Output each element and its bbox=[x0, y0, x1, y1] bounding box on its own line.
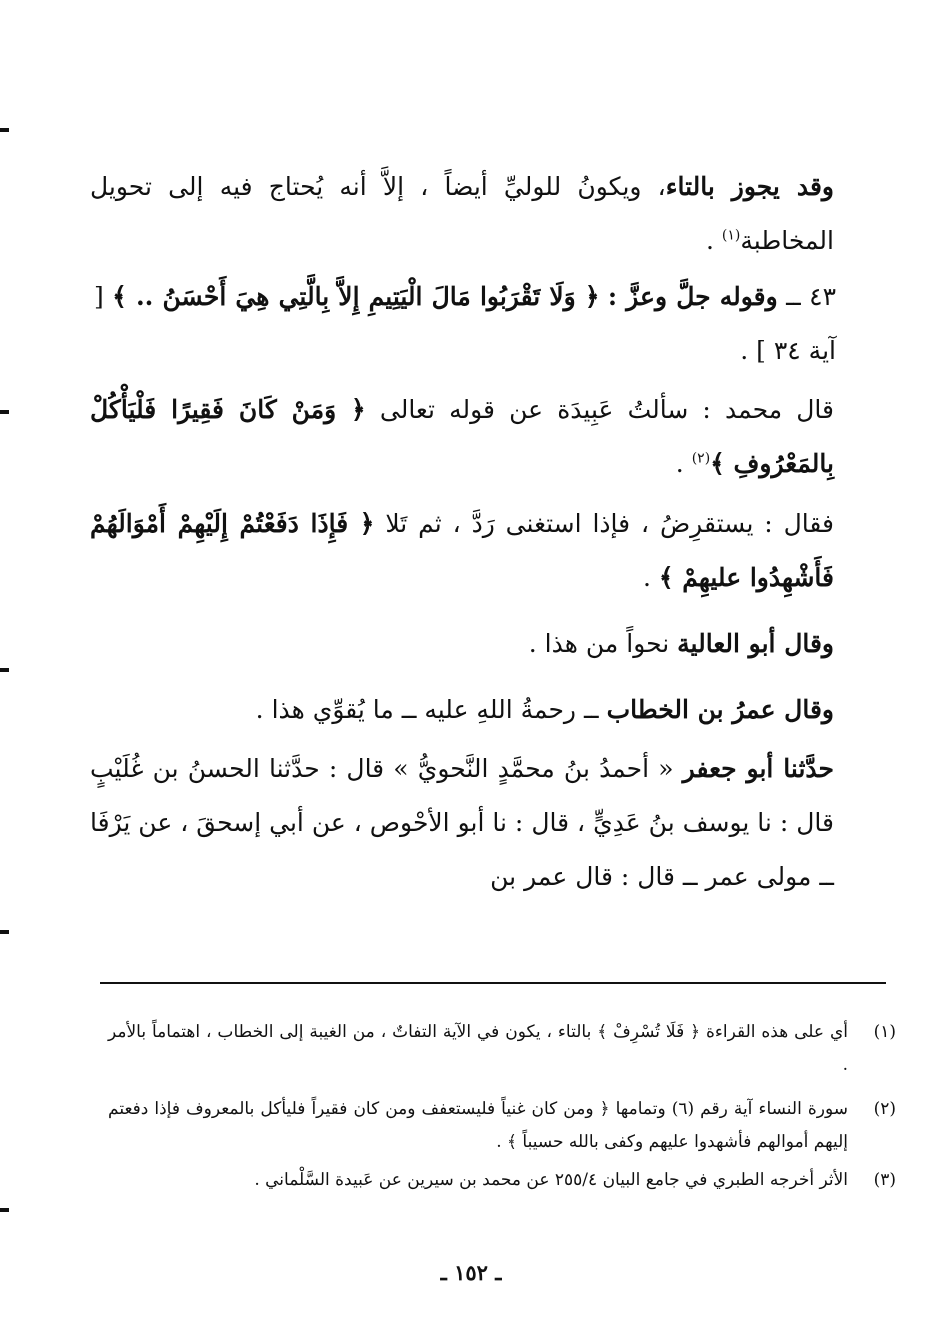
quran-quote: ﴿ وَمَنْ كَانَ فَقِيرًا فَلْيَأْكُلْ بِالمَعْرُوفِ ﴾ bbox=[90, 395, 834, 478]
paragraph-2 bbox=[94, 270, 836, 378]
paragraph-text: فقال : يستقرِضُ ، فإذا استغنى رَدَّ ، ثم تَلا bbox=[385, 509, 835, 538]
bold-phrase: وقال عمرُ بن الخطاب bbox=[606, 695, 834, 724]
footnote bbox=[108, 1093, 896, 1159]
margin-mark bbox=[0, 128, 9, 132]
margin-mark bbox=[0, 1208, 9, 1212]
page-number: ـ ١٥٢ ـ bbox=[440, 1260, 502, 1285]
paragraph-text: ، ويكونُ للوليِّ أيضاً ، إلاَّ أنه يُحتاج فيه إلى تحويل المخاطبة bbox=[90, 172, 834, 255]
bold-phrase: وقال أبو العالية bbox=[677, 629, 834, 658]
footnote-ref: (٢) bbox=[691, 450, 711, 467]
footnote-number: (٢) bbox=[873, 1099, 896, 1119]
footnote-number: (١) bbox=[873, 1022, 896, 1042]
footnote bbox=[108, 1164, 896, 1197]
entry-number: ٤٣ ــ bbox=[786, 282, 836, 311]
paragraph-7 bbox=[90, 742, 834, 904]
margin-mark bbox=[0, 410, 9, 414]
footnote-ref: (١) bbox=[721, 227, 741, 244]
footnote bbox=[108, 1016, 896, 1082]
paragraph-end: . bbox=[706, 226, 722, 255]
bold-phrase: وقد يجوز بالتاء bbox=[665, 172, 834, 201]
footnote-separator bbox=[100, 982, 886, 984]
quran-quote: ﴿ فَإِذَا دَفَعْتُمْ إِلَيْهِمْ أَمْوَالَهُمْ فَأَشْهِدُوا عليهِمْ ﴾ bbox=[90, 509, 834, 592]
bold-phrase: وقوله جلَّ وعزَّ : bbox=[607, 282, 778, 311]
quran-quote: ﴿ وَلَا تَقْرَبُوا مَالَ الْيَتِيمِ إِلاَّ بِالَّتِي هِيَ أَحْسَنُ .. ﴾ bbox=[112, 282, 600, 311]
paragraph-4 bbox=[90, 497, 834, 605]
paragraph-3 bbox=[90, 383, 834, 491]
paragraph-text: نحواً من هذا . bbox=[528, 629, 678, 658]
isnad-text: « أحمدُ بنُ محمَّدٍ النَّحويُّ » قال : حدَّثنا الحسنُ بن غُلَيْبٍ قال : نا يوسف بنُ عَدِيٍّ ، قال : نا أبو الأحْوص ، عن أبي إسحقَ ، عن يَرْفَا ــ مولى عمر ــ قال : قال عمر بن bbox=[90, 754, 834, 891]
margin-mark bbox=[0, 668, 9, 672]
footnote-number: (٣) bbox=[873, 1170, 896, 1190]
paragraph-5 bbox=[90, 617, 834, 671]
paragraph-text: ــ رحمةُ اللهِ عليه ــ ما يُقوِّي هذا . bbox=[255, 695, 607, 724]
paragraph-1 bbox=[90, 160, 834, 268]
margin-mark bbox=[0, 930, 9, 934]
bold-phrase: حدَّثنا أبو جعفر bbox=[682, 754, 834, 783]
footnote-text: سورة النساء آية رقم (٦) وتمامها ﴿ ومن كان غنياً فليستعفف ومن كان فقيراً فليأكل بالمعروف فإذا دفعتم إليهم أموالهم فأشهدوا عليهم وكفى بالله حسيباً ﴾ . bbox=[108, 1099, 848, 1152]
footnote-text: الأثر أخرجه الطبري في جامع البيان ٢٥٥/٤ عن محمد بن سيرين عن عَبيدة السَّلْماني . bbox=[254, 1170, 848, 1190]
paragraph-end: . bbox=[642, 563, 659, 592]
paragraph-6 bbox=[90, 683, 834, 737]
paragraph-text: قال محمد : سألتُ عَبِيدَة عن قوله تعالى bbox=[379, 395, 834, 424]
footnote-text: أي على هذه القراءة ﴿ فَلَا تُسْرِفْ ﴾ بالتاء ، يكون في الآية التفاتٌ ، من الغيبة إلى الخطاب ، اهتماماً بالأمر . bbox=[108, 1022, 848, 1075]
verse-reference: [ آية ٣٤ ] . bbox=[94, 282, 836, 365]
paragraph-end: . bbox=[675, 449, 692, 478]
